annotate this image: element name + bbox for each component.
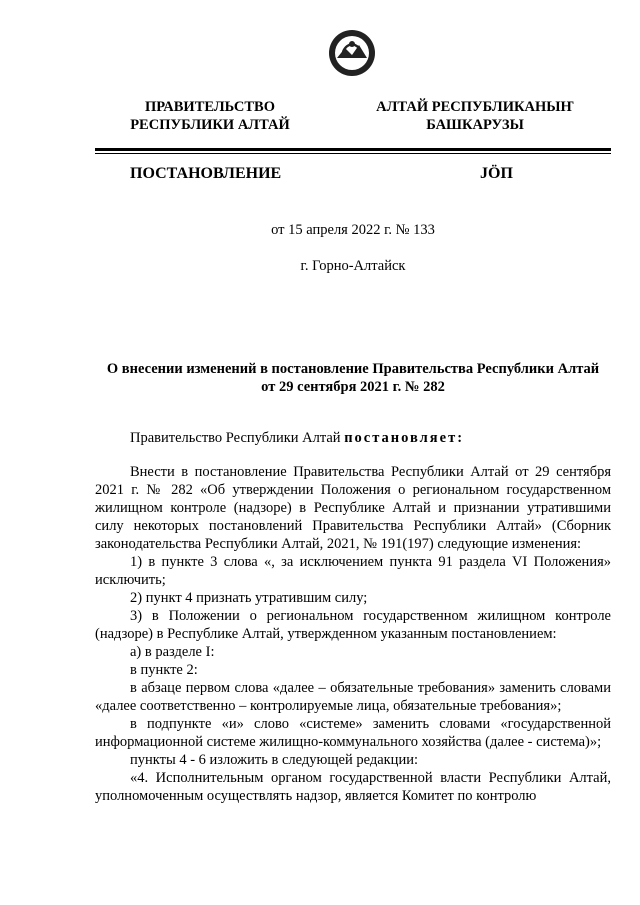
- body-paragraph: «4. Исполнительным органом государственной власти Республики Алтай, уполномоченным осуществлять надзор, является Комитет по контролю: [95, 770, 611, 804]
- header-right-line2: БАШКАРУЗЫ: [426, 117, 524, 133]
- header-left-line2: РЕСПУБЛИКИ АЛТАЙ: [130, 117, 290, 133]
- intro-text: Правительство Республики Алтай: [130, 430, 345, 446]
- intro-paragraph: [95, 429, 611, 447]
- body-paragraph: пункты 4 - 6 изложить в следующей редакции:: [130, 752, 418, 768]
- header-left-line1: ПРАВИТЕЛЬСТВО: [145, 99, 275, 115]
- body-paragraph: в подпункте «и» слово «системе» заменить словами «государственной информационной системе жилищно-коммунального хозяйства (далее - система)»;: [95, 716, 611, 750]
- doc-type-altai: JÖП: [480, 165, 513, 182]
- header-divider-thick: [95, 148, 611, 151]
- header-left: [80, 98, 340, 134]
- body-paragraph: 2) пункт 4 признать утратившим силу;: [130, 590, 368, 606]
- document-date: от 15 апреля 2022 г. № 133: [271, 222, 435, 238]
- coat-of-arms-emblem: [327, 28, 377, 78]
- body-paragraph: Внести в постановление Правительства Республики Алтай от 29 сентября 2021 г. № 282 «Об утверждении Положения о региональном государственном жилищном контроле (надзоре) в Республике Алтай и признании утратившими силу некоторых постановлений Правительства Республики Алтай» (Сборник законодательства Республики Алтай, 2021, № 191(197) следующие изменения:: [95, 464, 611, 552]
- document-title-line1: О внесении изменений в постановление Правительства Республики Алтай: [106, 361, 600, 377]
- header-right-line1: АЛТАЙ РЕСПУБЛИКАНЫҤ: [376, 99, 574, 115]
- intro-action: постановляет:: [344, 430, 465, 446]
- doc-type-russian: ПОСТАНОВЛЕНИЕ: [130, 165, 282, 182]
- body-paragraph: в абзаце первом слова «далее – обязательные требования» заменить словами «далее соответственно – контролируемые лица, обязательные требования»;: [95, 680, 611, 714]
- header-right: [345, 98, 605, 134]
- body-paragraph: в пункте 2:: [130, 662, 198, 678]
- header-divider-thin: [95, 153, 611, 154]
- body-paragraph: 3) в Положении о региональном государственном жилищном контроле (надзоре) в Республике Алтай, утвержденном указанным постановлением:: [95, 608, 611, 642]
- body-paragraph: а) в разделе I:: [130, 644, 215, 660]
- document-body: [95, 429, 611, 805]
- body-paragraph: 1) в пункте 3 слова «, за исключением пункта 91 раздела VI Положения» исключить;: [95, 554, 611, 588]
- document-title: [95, 360, 611, 396]
- document-city: г. Горно-Алтайск: [300, 258, 406, 274]
- document-title-line2: от 29 сентября 2021 г. № 282: [261, 379, 445, 395]
